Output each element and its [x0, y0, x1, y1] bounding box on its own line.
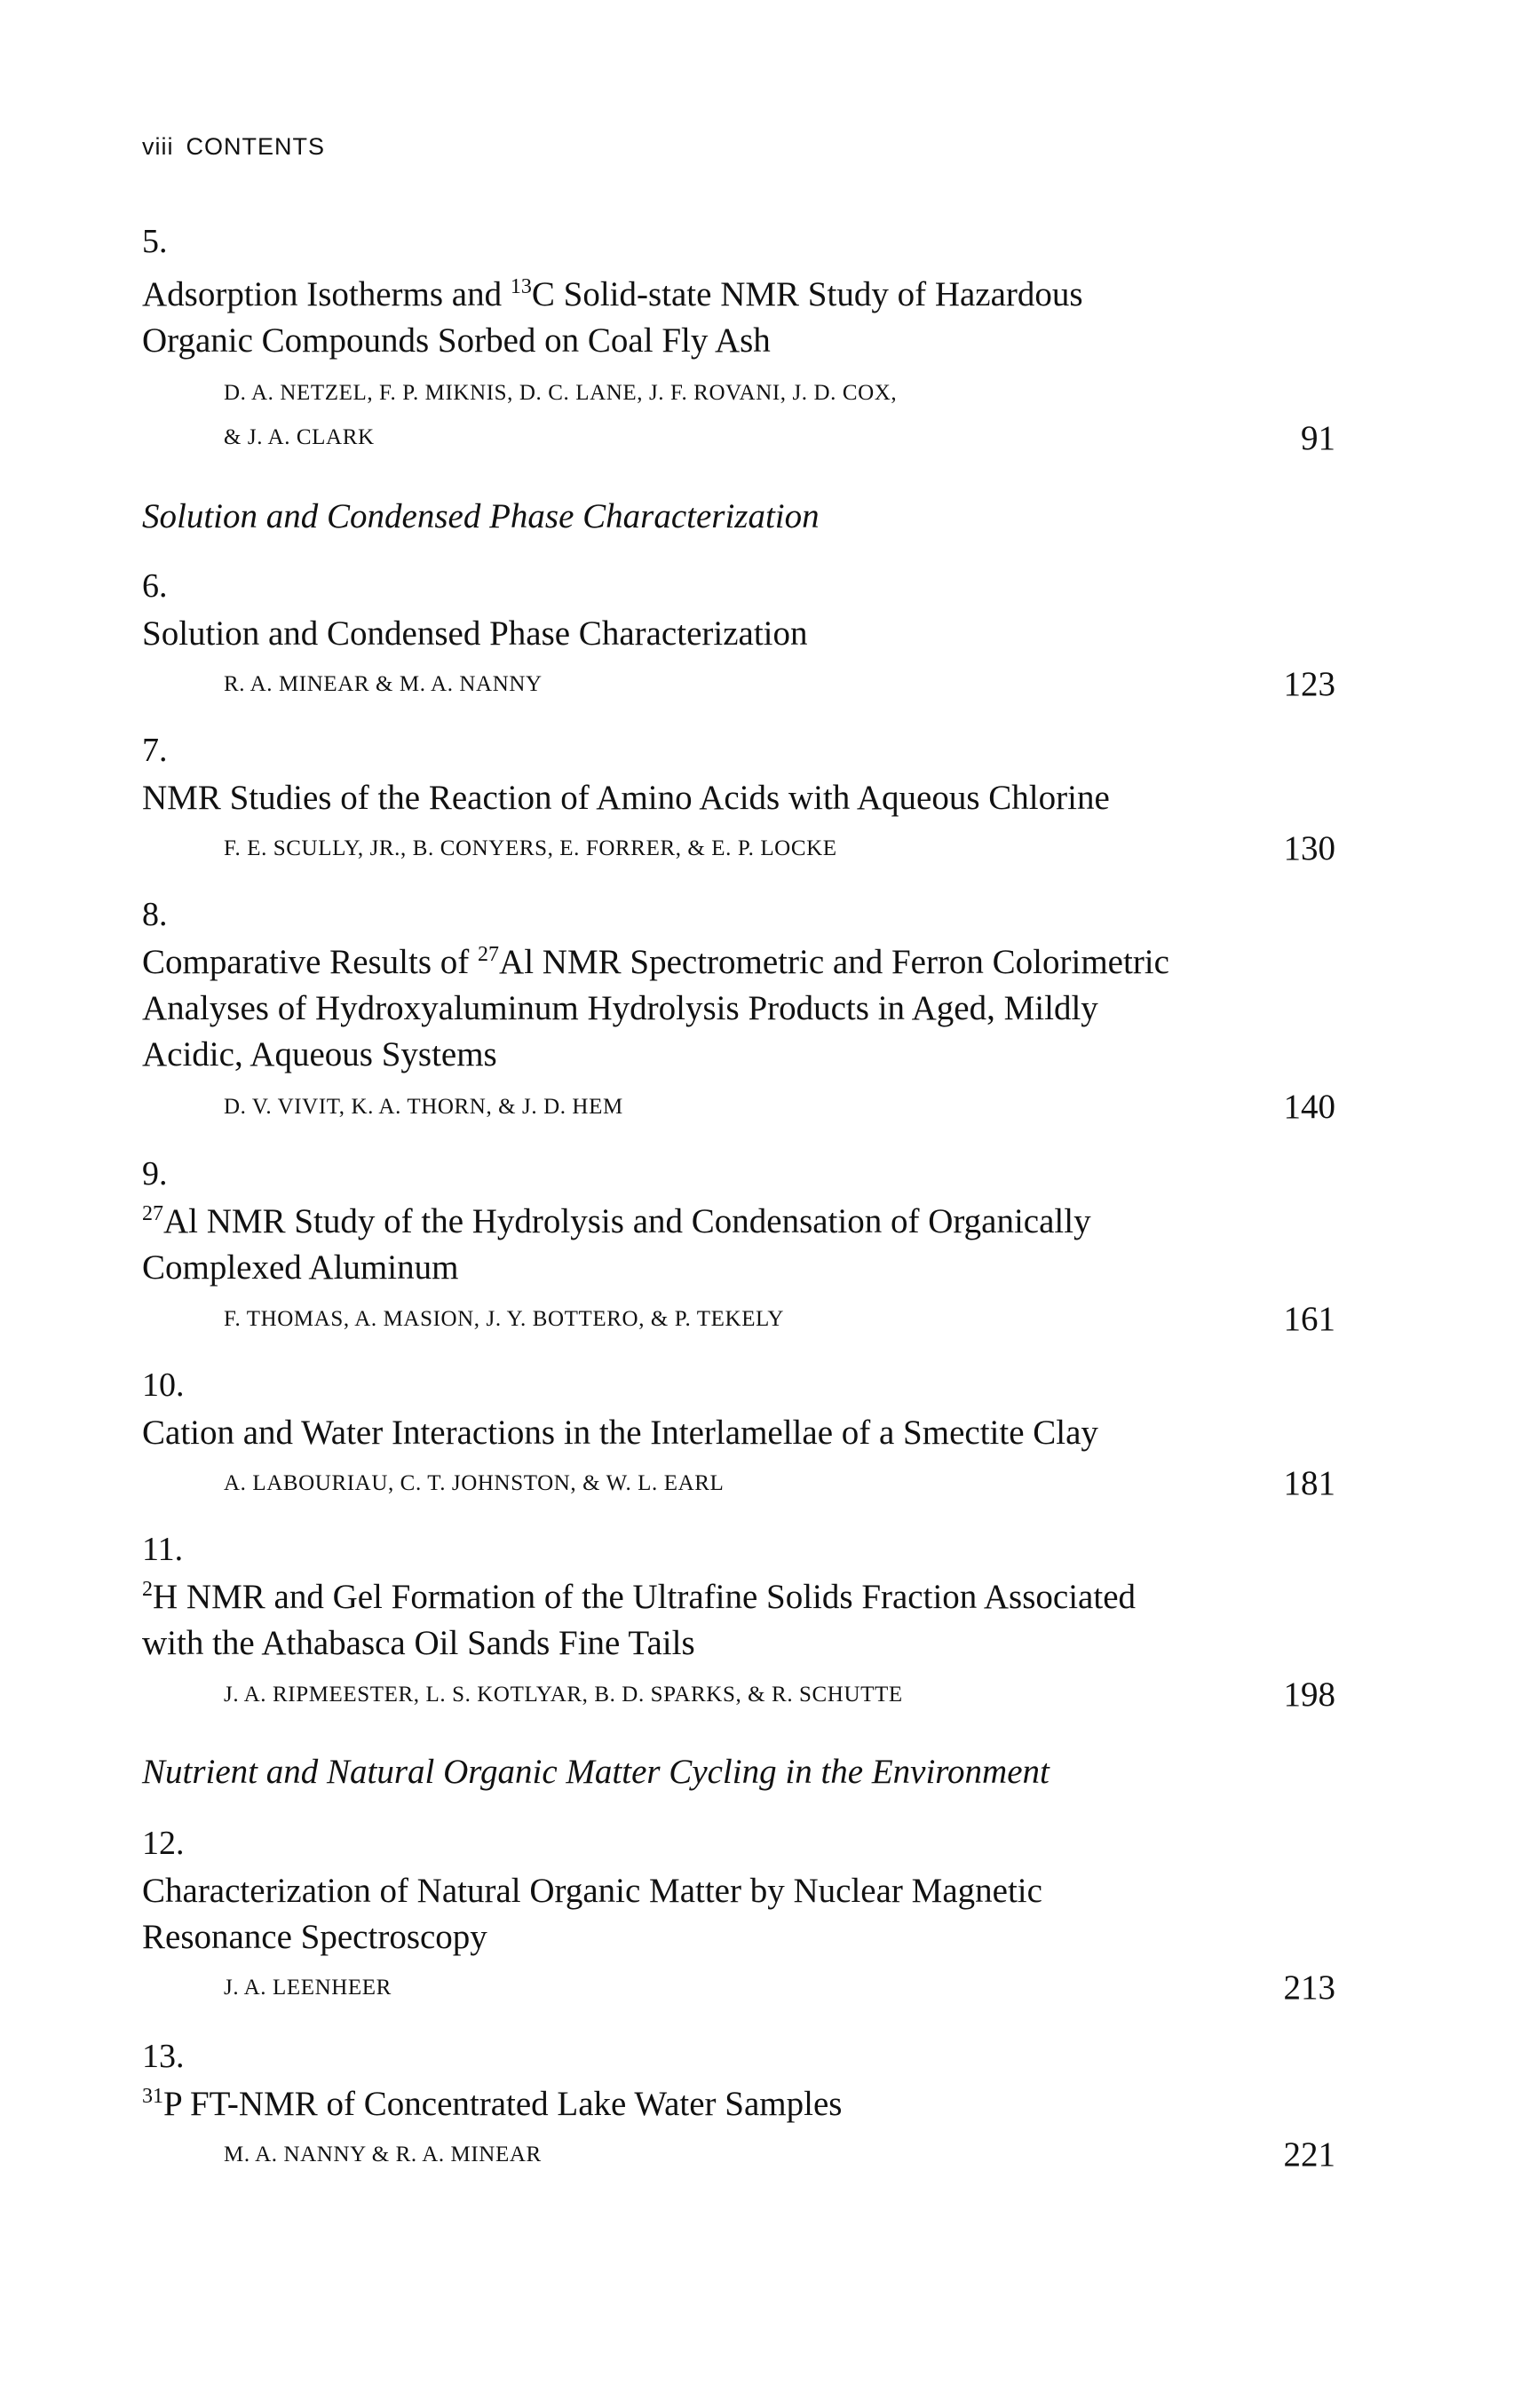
- entry-authors: R. A. MINEAR & M. A. NANNY: [224, 672, 543, 696]
- entry-number: 6.: [142, 567, 168, 605]
- entry-title: [142, 1410, 1385, 1456]
- entry-number: 5.: [142, 223, 168, 260]
- entry-authors: F. THOMAS, A. MASION, J. Y. BOTTERO, & P. TEKELY: [224, 1307, 785, 1331]
- entry-number: 9.: [142, 1155, 168, 1192]
- entry-authors: F. E. SCULLY, JR., B. CONYERS, E. FORRER, & E. P. LOCKE: [224, 836, 837, 860]
- entry-title: [142, 1199, 1385, 1291]
- entry-number: 12.: [142, 1825, 185, 1862]
- entry-title: [142, 1868, 1385, 1960]
- entry-page-number: 198: [1283, 1675, 1335, 1714]
- title-line: $^2$H NMR and Gel Formation of the Ultrafine Solids Fraction Associated: [142, 1578, 1137, 1616]
- title-line: Solution and Condensed Phase Characterization: [142, 614, 808, 653]
- page-folio: viii: [142, 133, 174, 160]
- entry-authors: & J. A. CLARK: [224, 425, 375, 449]
- title-line: Organic Compounds Sorbed on Coal Fly Ash: [142, 321, 771, 360]
- entry-page-number: 213: [1283, 1968, 1335, 2007]
- title-line: with the Athabasca Oil Sands Fine Tails: [142, 1624, 695, 1662]
- entry-title: [142, 2081, 1385, 2127]
- entry-number: 8.: [142, 896, 168, 933]
- entry-authors: J. A. LEENHEER: [224, 1976, 392, 2000]
- title-line: Resonance Spectroscopy: [142, 1918, 487, 1956]
- entry-page-number: 221: [1283, 2135, 1335, 2174]
- entry-title: [142, 775, 1385, 821]
- entry-page-number: 140: [1283, 1088, 1335, 1126]
- entry-page-number: 91: [1301, 419, 1335, 457]
- entry-page-number: 181: [1283, 1464, 1335, 1502]
- title-line: $^{27}$Al NMR Study of the Hydrolysis and Condensation of Organically: [142, 1202, 1091, 1240]
- entry-title: [142, 1574, 1385, 1667]
- entry-number: 10.: [142, 1366, 185, 1404]
- entry-number: 11.: [142, 1531, 184, 1568]
- title-line: Adsorption Isotherms and $^{13}$C Solid-state NMR Study of Hazardous: [142, 275, 1083, 313]
- running-title: CONTENTS: [186, 133, 325, 160]
- entry-authors: A. LABOURIAU, C. T. JOHNSTON, & W. L. EARL: [224, 1471, 725, 1495]
- entry-authors: D. A. NETZEL, F. P. MIKNIS, D. C. LANE, J. F. ROVANI, J. D. COX,: [224, 381, 898, 405]
- entry-title: [142, 272, 1385, 364]
- title-line: Cation and Water Interactions in the Interlamellae of a Smectite Clay: [142, 1414, 1098, 1452]
- title-line: Acidic, Aqueous Systems: [142, 1035, 497, 1073]
- entry-page-number: 161: [1283, 1300, 1335, 1338]
- title-line: Characterization of Natural Organic Matter by Nuclear Magnetic: [142, 1872, 1042, 1910]
- title-line: Comparative Results of $^{27}$Al NMR Spectrometric and Ferron Colorimetric: [142, 943, 1169, 981]
- entry-title: [142, 939, 1385, 1078]
- entry-page-number: 123: [1283, 665, 1335, 703]
- entry-authors: D. V. VIVIT, K. A. THORN, & J. D. HEM: [224, 1095, 623, 1119]
- title-line: Complexed Aluminum: [142, 1248, 459, 1287]
- title-line: Analyses of Hydroxyaluminum Hydrolysis Products in Aged, Mildly: [142, 989, 1098, 1027]
- entry-authors: M. A. NANNY & R. A. MINEAR: [224, 2143, 542, 2166]
- entry-number: 7.: [142, 732, 168, 769]
- title-line: $^{31}$P FT-NMR of Concentrated Lake Water Samples: [142, 2085, 843, 2123]
- entry-authors: J. A. RIPMEESTER, L. S. KOTLYAR, B. D. SPARKS, & R. SCHUTTE: [224, 1683, 903, 1707]
- title-line: NMR Studies of the Reaction of Amino Acids with Aqueous Chlorine: [142, 779, 1110, 817]
- entry-page-number: 130: [1283, 829, 1335, 867]
- running-head: [142, 133, 325, 161]
- section-heading: Nutrient and Natural Organic Matter Cycling in the Environment: [142, 1753, 1050, 1791]
- entry-number: 13.: [142, 2038, 185, 2075]
- entry-title: [142, 611, 1385, 657]
- section-heading: Solution and Condensed Phase Characterization: [142, 497, 820, 535]
